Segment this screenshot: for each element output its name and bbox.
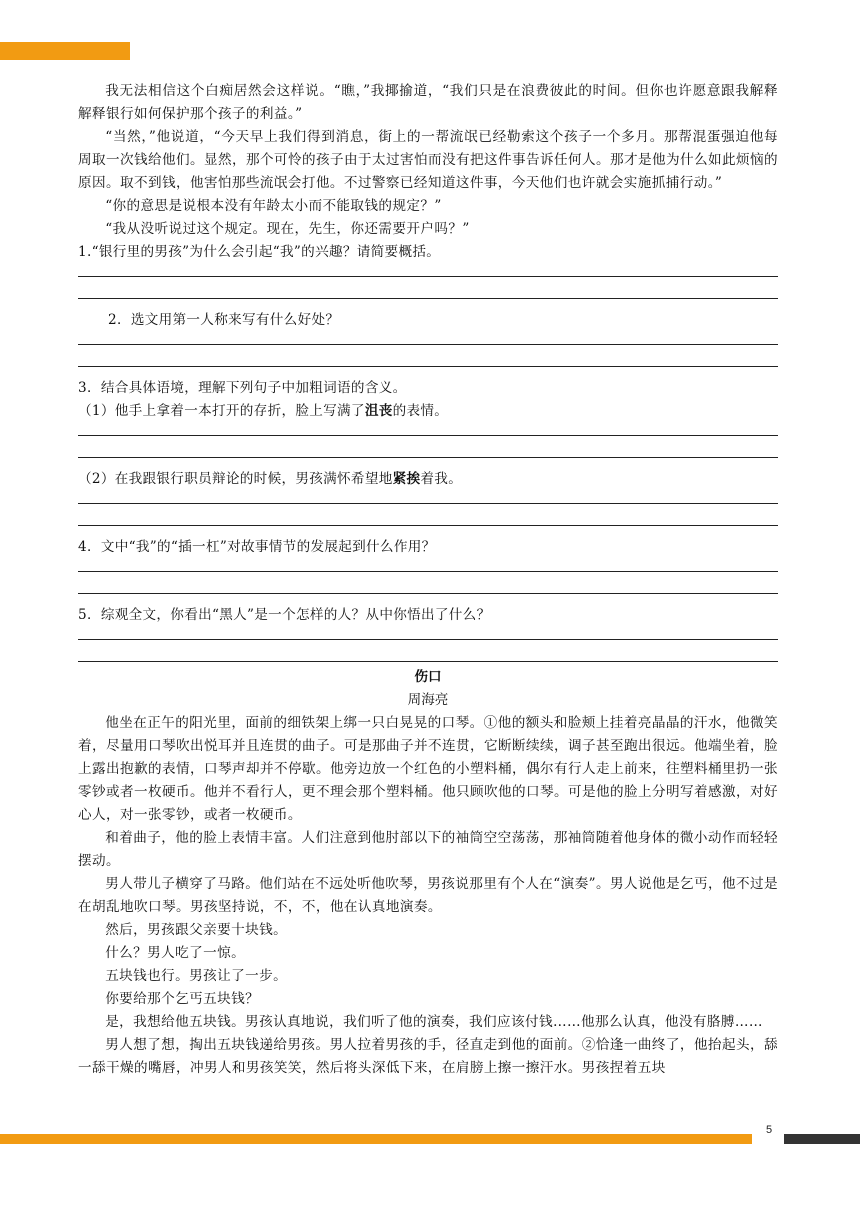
bold-term: 紧挨 <box>392 471 421 487</box>
passage1-paragraph: 我无法相信这个白痴居然会这样说。“瞧，”我揶揄道，“我们只是在浪费彼此的时间。但你也许愿意跟我解释解释银行如何保护那个孩子的利益。” <box>78 83 778 122</box>
question-5: 5．综观全文，你看出“黑人”是一个怎样的人？从中你悟出了什么？ <box>78 607 491 623</box>
question-4: 4．文中“我”的“插一杠”对故事情节的发展起到什么作用？ <box>78 539 436 555</box>
passage2-paragraph: 男人带儿子横穿了马路。他们站在不远处听他吹琴，男孩说那里有个人在“演奏”。男人说他是乞丐，他不过是在胡乱地吹口琴。男孩坚持说，不，不，他在认真地演奏。 <box>78 876 778 915</box>
question-2: 2．选文用第一人称来写有什么好处？ <box>108 312 340 328</box>
page-content <box>78 80 778 1080</box>
question-1: 1.“银行里的男孩”为什么会引起“我”的兴趣？请简要概括。 <box>78 244 441 260</box>
passage2-paragraph: 和着曲子，他的脸上表情丰富。人们注意到他肘部以下的袖筒空空荡荡，那袖筒随着他身体的微小动作而轻轻摆动。 <box>78 830 778 869</box>
question-3: 3．结合具体语境，理解下列句子中加粗词语的含义。 <box>78 380 407 396</box>
question-3-1-text-end: 的表情。 <box>392 403 449 419</box>
passage2-paragraph: 然后，男孩跟父亲要十块钱。 <box>105 922 288 938</box>
passage2-paragraph: 什么？男人吃了一惊。 <box>105 945 246 961</box>
question-3-2 <box>78 468 778 491</box>
passage1-paragraph: “当然，”他说道，“今天早上我们得到消息，街上的一帮流氓已经勒索这个孩子一个多月。那帮混蛋强迫他每周取一次钱给他们。显然，那个可怜的孩子由于太过害怕而没有把这件事告诉任何人。那才是他为什么如此烦恼的原因。取不到钱，他害怕那些流氓会打他。不过警察已经知道这件事，今天他们也许就会实施抓捕行动。” <box>78 129 778 191</box>
bold-term: 沮丧 <box>364 403 393 419</box>
passage2-paragraph: 五块钱也行。男孩让了一步。 <box>105 968 288 984</box>
question-3-2-text-end: 着我。 <box>420 471 463 487</box>
passage1-paragraph: “我从没听说过这个规定。现在，先生，你还需要开户吗？” <box>105 221 470 237</box>
question-3-2-text: （2）在我跟银行职员辩论的时候，男孩满怀希望地 <box>78 471 393 487</box>
page-number: 5 <box>766 1124 773 1136</box>
passage2-paragraph: 你要给那个乞丐五块钱？ <box>105 991 260 1007</box>
passage2-title: 伤口 <box>414 669 442 685</box>
passage1-paragraph: “你的意思是说根本没有年龄太小而不能取钱的规定？” <box>105 198 442 214</box>
footer-accent-bar <box>0 1134 752 1144</box>
header-accent-bar <box>0 42 130 60</box>
passage2-paragraph: 男人想了想，掏出五块钱递给男孩。男人拉着男孩的手，径直走到他的面前。②恰逢一曲终了，他抬起头，舔一舔干燥的嘴唇，冲男人和男孩笑笑，然后将头深低下来，在肩膀上擦一擦汗水。男孩捏着五块 <box>78 1037 778 1076</box>
question-3-1-text: （1）他手上拿着一本打开的存折，脸上写满了 <box>78 403 365 419</box>
passage2-paragraph: 是，我想给他五块钱。男孩认真地说，我们听了他的演奏，我们应该付钱……他那么认真，他没有胳膊…… <box>105 1014 763 1030</box>
question-3-1 <box>78 400 778 423</box>
passage2-paragraph: 他坐在正午的阳光里，面前的细铁架上绑一只白晃晃的口琴。①他的额头和脸颊上挂着亮晶晶的汗水，他微笑着，尽量用口琴吹出悦耳并且连贯的曲子。可是那曲子并不连贯，它断断续续，调子甚至跑出很远。他端坐着，脸上露出抱歉的表情，口琴声却并不停歇。他旁边放一个红色的小塑料桶，偶尔有行人走上前来，往塑料桶里扔一张零钞或者一枚硬币。他并不看行人，更不理会那个塑料桶。他只顾吹他的口琴。可是他的脸上分明写着感激，对好心人，对一张零钞，或者一枚硬币。 <box>78 715 778 823</box>
passage2-author: 周海亮 <box>407 692 449 708</box>
footer-dark-bar <box>784 1134 860 1144</box>
